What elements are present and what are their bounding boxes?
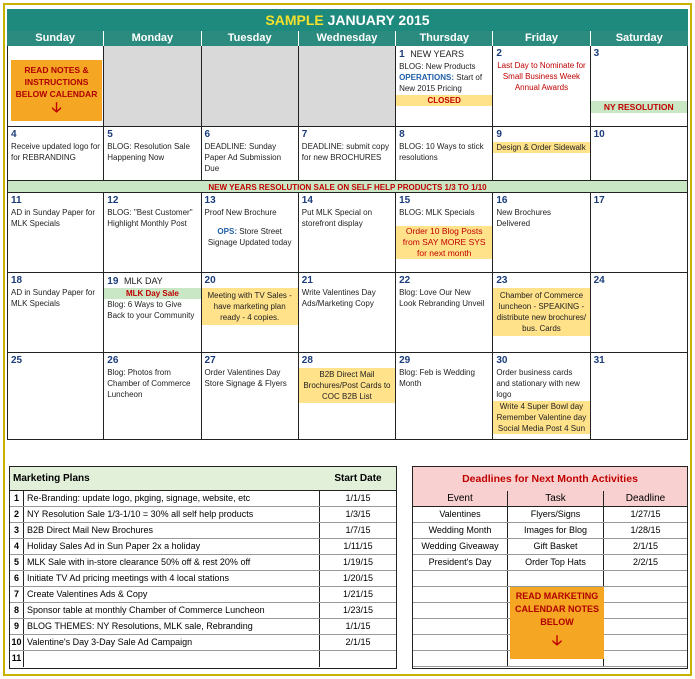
event-text: Write Valentines Day Ads/Marketing Copy: [301, 288, 376, 308]
dow-friday: Friday: [493, 31, 590, 46]
day-cell-23[interactable]: [493, 273, 590, 352]
deadlines-title: Deadlines for Next Month Activities: [413, 467, 687, 491]
event-text: Order 10 Blog Posts from SAY MORE SYS for next month: [396, 226, 492, 259]
day-cell-13[interactable]: [202, 193, 299, 272]
event-text: Order Valentines Day Store Signage & Flyers: [204, 368, 287, 388]
row-number: 8: [10, 603, 24, 618]
deadline-date: 2/2/15: [632, 557, 659, 567]
plan-start-date: 1/7/15: [345, 525, 371, 535]
deadline-event: [413, 635, 508, 650]
day-number: 31: [593, 355, 605, 366]
plan-start-date: 1/21/15: [342, 589, 374, 599]
week-4: [7, 273, 688, 353]
day-cell-12[interactable]: [104, 193, 201, 272]
day-number: 30: [496, 355, 508, 366]
deadline-event: Wedding Month: [413, 523, 508, 538]
marketing-plans-rows: [10, 491, 396, 667]
row-number: 7: [10, 587, 24, 602]
deadline-date: [604, 651, 687, 666]
plan-task: B2B Direct Mail New Brochures: [24, 523, 320, 538]
day-number: 22: [399, 275, 411, 286]
deadline-event: [413, 603, 508, 618]
plan-task: Re-Branding: update logo, pkging, signage, website, etc: [24, 491, 320, 506]
week-2: [7, 127, 688, 180]
dow-thursday: Thursday: [396, 31, 493, 46]
event-text: BLOG: "Best Customer" Highlight Monthly Post: [107, 208, 193, 228]
dow-tuesday: Tuesday: [202, 31, 299, 46]
plan-start-date: 1/23/15: [342, 605, 374, 615]
table-row[interactable]: [10, 619, 396, 635]
event-text: DEADLINE: submit copy for new BROCHURES: [301, 142, 389, 162]
read-notes-text: READ NOTES & INSTRUCTIONS BELOW CALENDAR: [15, 65, 98, 99]
deadline-task: Flyers/Signs: [508, 507, 604, 522]
row-number: 9: [10, 619, 24, 634]
day-cell-1[interactable]: [396, 46, 493, 126]
deadline-date: [604, 571, 687, 586]
row-number: 10: [10, 635, 24, 650]
deadlines-table: [412, 466, 688, 669]
day-cell-30[interactable]: [493, 353, 590, 439]
plan-task: Valentine's Day 3-Day Sale Ad Campaign: [24, 635, 320, 650]
event-text: New Brochures Delivered: [496, 208, 552, 228]
day-cell-29[interactable]: [396, 353, 493, 439]
table-row[interactable]: [413, 571, 687, 587]
deadline-event: President's Day: [413, 555, 508, 570]
deadline-date: 1/27/15: [630, 509, 661, 519]
event-text: Blog: 6 Ways to Give Back to your Community: [107, 300, 195, 320]
plan-task: Sponsor table at monthly Chamber of Commerce Luncheon: [24, 603, 320, 618]
day-cell-7[interactable]: [299, 127, 396, 180]
plan-task: Holiday Sales Ad in Sun Paper 2x a holiday: [24, 539, 320, 554]
ny-resolution-badge: NY RESOLUTION: [591, 101, 687, 113]
plan-start-date: 1/1/15: [345, 493, 371, 503]
deadlines-header: [413, 491, 687, 507]
event-text: Put MLK Special on storefront display: [301, 208, 373, 228]
day-number: 18: [11, 275, 23, 286]
marketing-plans-table: [9, 466, 397, 669]
deadline-header: Deadline: [625, 493, 666, 504]
deadline-event: Wedding Giveaway: [413, 539, 508, 554]
dow-monday: Monday: [104, 31, 201, 46]
table-row[interactable]: [10, 539, 396, 555]
resolution-sale-banner: NEW YEARS RESOLUTION SALE ON SELF HELP PRODUCTS 1/3 TO 1/10: [7, 180, 688, 193]
day-cell-24[interactable]: [591, 273, 688, 352]
event-text: AD in Sunday Paper for MLK Specials: [11, 208, 96, 228]
deadline-task: Order Top Hats: [508, 555, 604, 570]
day-cell-16[interactable]: [493, 193, 590, 272]
deadline-event: [413, 651, 508, 666]
day-number: 10: [593, 129, 605, 140]
day-cell-11[interactable]: [7, 193, 104, 272]
row-number: 6: [10, 571, 24, 586]
event-text: Proof New Brochure: [204, 208, 277, 217]
deadline-event: [413, 619, 508, 634]
plan-start-date: [320, 651, 396, 667]
plan-task: NY Resolution Sale 1/3-1/10 = 30% all self help products: [24, 507, 320, 522]
day-number: 15: [399, 195, 411, 206]
day-number: 23: [496, 275, 508, 286]
event-text: Blog: Feb is Wedding Month: [399, 368, 475, 388]
plan-start-date: 1/20/15: [342, 573, 374, 583]
deadline-date: [604, 635, 687, 650]
read-marketing-notes-text: READ MARKETING CALENDAR NOTES BELOW: [514, 591, 599, 627]
week-3: [7, 193, 688, 273]
deadline-date: 1/28/15: [630, 525, 661, 535]
day-cell-6[interactable]: [202, 127, 299, 180]
dow-wednesday: Wednesday: [299, 31, 396, 46]
day-cell-17[interactable]: [591, 193, 688, 272]
start-date-header: Start Date: [334, 473, 382, 484]
day-number: 16: [496, 195, 508, 206]
deadline-task: Images for Blog: [508, 523, 604, 538]
day-cell-9[interactable]: [493, 127, 590, 180]
event-text: BLOG: MLK Specials: [399, 208, 475, 217]
deadline-date: [604, 619, 687, 634]
event-text: B2B Direct Mail Brochures/Post Cards to COC B2B List: [299, 368, 395, 403]
day-cell-10[interactable]: [591, 127, 688, 180]
event-text: Chamber of Commerce luncheon - SPEAKING - distribute new brochures/ bus. Cards: [493, 288, 589, 336]
event-text: OPERATIONS: Start of New 2015 Pricing: [399, 73, 483, 93]
arrow-down-icon: 🡣: [551, 632, 563, 648]
day-cell-22[interactable]: [396, 273, 493, 352]
day-number: 25: [11, 355, 23, 366]
plan-start-date: 2/1/15: [345, 637, 371, 647]
title-month: JANUARY 2015: [327, 12, 430, 28]
event-text: DEADLINE: Sunday Paper Ad Submission Due: [204, 142, 282, 173]
day-cell-empty[interactable]: [104, 46, 201, 126]
calendar-title: [7, 9, 688, 31]
table-row[interactable]: [10, 587, 396, 603]
deadline-date: 2/1/15: [632, 541, 659, 551]
event-text: AD in Sunday Paper for MLK Specials: [11, 288, 96, 308]
calendar: [7, 9, 688, 440]
event-text: Last Day to Nominate for Small Business Week Annual Awards: [497, 61, 586, 92]
event-text: Meeting with TV Sales - have marketing plan ready - 4 copies.: [202, 288, 298, 325]
closed-badge: CLOSED: [396, 95, 492, 106]
week-1: [7, 46, 688, 127]
day-number: 13: [204, 195, 216, 206]
week-5: [7, 353, 688, 440]
plan-task: Initiate TV Ad pricing meetings with 4 local stations: [24, 571, 320, 586]
event-text: OPS: Store Street Signage Updated today: [207, 227, 292, 247]
row-number: 3: [10, 523, 24, 538]
table-row[interactable]: [413, 507, 687, 523]
day-cell-5[interactable]: [104, 127, 201, 180]
day-number: 28: [301, 355, 313, 366]
day-cell-empty[interactable]: [299, 46, 396, 126]
day-number: 7: [301, 129, 308, 140]
deadline-event: Valentines: [413, 507, 508, 522]
day-cell-15[interactable]: [396, 193, 493, 272]
deadline-date: [604, 603, 687, 618]
arrow-down-icon: 🡣: [51, 99, 62, 115]
event-text: Blog: Love Our New Look Rebranding Unveil: [399, 288, 485, 308]
title-prefix: SAMPLE: [265, 12, 324, 28]
plan-task: BLOG THEMES: NY Resolutions, MLK sale, Rebranding: [24, 619, 320, 634]
day-number: 12: [107, 195, 119, 206]
row-number: 1: [10, 491, 24, 506]
day-cell-3[interactable]: [591, 46, 688, 126]
day-cell-21[interactable]: [299, 273, 396, 352]
plan-start-date: 1/1/15: [345, 621, 371, 631]
mlk-sale-badge: MLK Day Sale: [104, 288, 200, 299]
day-cell-2[interactable]: [493, 46, 590, 126]
day-cell-4[interactable]: [7, 127, 104, 180]
event-text: Social Media Post 4 Sun: [493, 423, 589, 434]
day-number: 21: [301, 275, 313, 286]
table-row[interactable]: [413, 523, 687, 539]
day-number: 1 NEW YEARS: [399, 49, 465, 60]
event-text: Remember Valentine day: [493, 412, 589, 423]
day-cell-empty[interactable]: [7, 46, 104, 126]
plan-start-date: 1/11/15: [343, 541, 373, 551]
day-cell-empty[interactable]: [202, 46, 299, 126]
day-number: 2: [496, 48, 502, 59]
day-cell-27[interactable]: [202, 353, 299, 439]
day-cell-19[interactable]: [104, 273, 201, 352]
table-row[interactable]: [10, 635, 396, 651]
table-row[interactable]: [10, 523, 396, 539]
day-cell-26[interactable]: [104, 353, 201, 439]
read-notes-callout: [11, 60, 102, 121]
plan-start-date: 1/19/15: [342, 557, 374, 567]
day-cell-18[interactable]: [7, 273, 104, 352]
table-row[interactable]: [10, 507, 396, 523]
day-number: 24: [593, 275, 605, 286]
dow-sunday: Sunday: [7, 31, 104, 46]
day-number: 4: [11, 129, 17, 140]
plan-task: Create Valentines Ads & Copy: [24, 587, 320, 602]
day-number: 27: [204, 355, 216, 366]
day-cell-8[interactable]: [396, 127, 493, 180]
event-text: BLOG: 10 Ways to stick resolutions: [399, 142, 484, 162]
row-number: 5: [10, 555, 24, 570]
day-cell-14[interactable]: [299, 193, 396, 272]
row-number: 2: [10, 507, 24, 522]
deadline-event: [413, 587, 508, 602]
event-text: Receive updated logo for for REBRANDING: [11, 142, 100, 162]
table-row[interactable]: [10, 603, 396, 619]
event-header: Event: [413, 491, 508, 506]
day-number: 5: [107, 129, 113, 140]
event-text: BLOG: Resolution Sale Happening Now: [107, 142, 190, 162]
day-number: 3: [593, 48, 600, 59]
table-row[interactable]: [10, 571, 396, 587]
day-number: 17: [593, 195, 605, 206]
day-cell-25[interactable]: [7, 353, 104, 439]
deadline-event: [413, 571, 508, 586]
days-of-week-header: [7, 31, 688, 46]
day-number: 11: [11, 195, 22, 206]
table-row[interactable]: [413, 555, 687, 571]
day-cell-20[interactable]: [202, 273, 299, 352]
table-row[interactable]: [10, 555, 396, 571]
day-cell-31[interactable]: [591, 353, 688, 439]
deadline-date: [604, 587, 687, 602]
table-row[interactable]: [413, 539, 687, 555]
event-text: Blog: Photos from Chamber of Commerce Luncheon: [107, 368, 191, 399]
event-text: Design & Order Sidewalk: [493, 142, 589, 153]
event-text: BLOG: New Products: [399, 62, 476, 71]
day-cell-28[interactable]: [299, 353, 396, 439]
table-row[interactable]: [10, 491, 396, 507]
plan-start-date: 1/3/15: [345, 509, 371, 519]
day-number: 19 MLK DAY: [107, 276, 163, 287]
read-marketing-notes-callout: [510, 587, 604, 659]
event-text: Order business cards and stationary with new logo: [496, 368, 580, 399]
plan-task: [24, 651, 320, 667]
event-text: Write 4 Super Bowl day: [493, 401, 589, 412]
table-row[interactable]: [10, 651, 396, 667]
day-number: 26: [107, 355, 119, 366]
row-number: 4: [10, 539, 24, 554]
deadline-task: Gift Basket: [508, 539, 604, 554]
deadline-task: [508, 571, 604, 586]
task-header: Task: [508, 491, 604, 506]
day-number: 14: [301, 195, 313, 206]
day-number: 29: [399, 355, 411, 366]
row-number: 11: [10, 651, 24, 667]
dow-saturday: Saturday: [615, 32, 663, 44]
day-number: 9: [496, 129, 502, 140]
marketing-plans-title: Marketing Plans: [13, 473, 90, 484]
plan-task: MLK Sale with in-store clearance 50% off & rest 20% off: [24, 555, 320, 570]
day-number: 8: [399, 129, 405, 140]
day-number: 6: [204, 129, 211, 140]
day-number: 20: [204, 275, 216, 286]
marketing-plans-header: [10, 467, 396, 491]
